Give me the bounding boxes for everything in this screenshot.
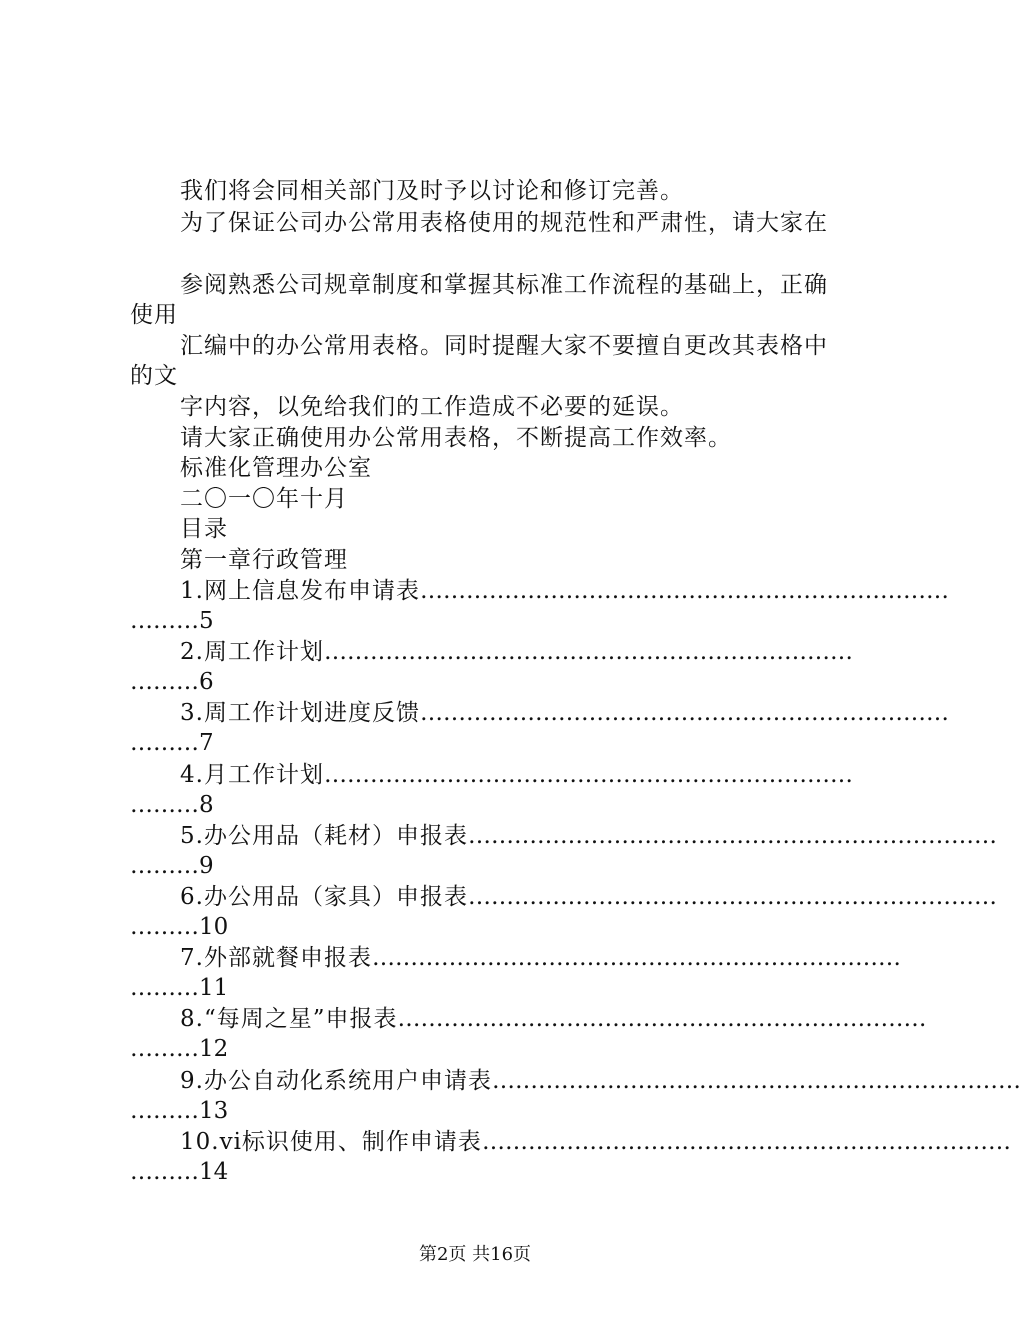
toc-entry-page-number: 6	[199, 669, 214, 696]
toc-entry-page-row	[130, 790, 830, 820]
toc-entry[interactable]	[130, 1004, 927, 1064]
toc-dot-leader-tail: ………	[130, 608, 199, 634]
toc-dot-leader-tail: ………	[130, 1158, 199, 1185]
toc-entry-title: 9.办公自动化系统用户申请表	[180, 1067, 492, 1094]
toc-entry-page-number: 9	[199, 852, 214, 879]
toc-dot-leader: ……………………………………………………………	[491, 1067, 1021, 1094]
toc-heading: 目录	[180, 516, 228, 542]
toc-entry[interactable]	[130, 882, 997, 942]
toc-dot-leader-tail: ………	[130, 852, 199, 879]
toc-entry-page-number: 11	[199, 975, 229, 1002]
paragraph-2: 为了保证公司办公常用表格使用的规范性和严肃性，请大家在	[180, 210, 828, 236]
page-footer: 第2页 共16页	[418, 1244, 532, 1265]
toc-entry-page-row	[130, 1034, 830, 1064]
toc-entry-page-number: 8	[199, 791, 214, 818]
toc-dot-leader: ……………………………………………………………	[419, 700, 949, 727]
toc-entry-title: 2.周工作计划	[180, 639, 324, 666]
signature-department: 标准化管理办公室	[180, 455, 372, 481]
toc-dot-leader-tail: ………	[130, 1097, 199, 1124]
paragraph-3: 参阅熟悉公司规章制度和掌握其标准工作流程的基础上，正确使用	[130, 272, 828, 328]
toc-entry-title: 7.外部就餐申报表	[180, 945, 372, 972]
toc-entry-title-row	[130, 1066, 1021, 1096]
document-date: 二〇一〇年十月	[180, 486, 348, 512]
toc-dot-leader: ……………………………………………………………	[481, 1128, 1011, 1155]
toc-dot-leader-tail: ………	[130, 975, 199, 1002]
toc-entry-title: 5.办公用品（耗材）申报表	[180, 822, 468, 849]
toc-dot-leader-tail: ………	[130, 1036, 199, 1063]
paragraph-1: 我们将会同相关部门及时予以讨论和修订完善。	[180, 178, 684, 204]
toc-entry[interactable]	[130, 943, 901, 1003]
toc-entry-title-row	[130, 637, 853, 667]
toc-dot-leader-tail: ………	[130, 730, 199, 757]
toc-entry-title: 4.月工作计划	[180, 761, 324, 788]
toc-entry[interactable]	[130, 637, 853, 697]
toc-entry-page-row	[130, 1157, 830, 1187]
toc-dot-leader: ……………………………………………………………	[467, 884, 997, 910]
toc-entry-title-row	[130, 576, 949, 606]
toc-dot-leader: ……………………………………………………………	[419, 578, 949, 604]
toc-entry-title-row	[130, 698, 949, 728]
toc-entry-title: 6.办公用品（家具）申报表	[180, 884, 468, 910]
toc-entry-page-number: 10	[199, 914, 229, 940]
toc-entry-title: 8.“每周之星”申报表	[180, 1006, 398, 1033]
toc-entry-title: 1.网上信息发布申请表	[180, 578, 420, 604]
toc-entry-page-row	[130, 973, 830, 1003]
toc-entry-title-row	[130, 882, 997, 912]
toc-entry[interactable]	[130, 821, 997, 881]
toc-dot-leader: ……………………………………………………………	[323, 761, 853, 788]
toc-entry[interactable]	[130, 576, 949, 636]
toc-dot-leader: ……………………………………………………………	[467, 822, 997, 849]
toc-entry-title: 3.周工作计划进度反馈	[180, 700, 420, 727]
toc-entry-page-number: 12	[199, 1036, 229, 1063]
toc-entry-title-row	[130, 1127, 1011, 1157]
toc-entry-page-number: 13	[199, 1097, 229, 1124]
paragraph-4: 汇编中的办公常用表格。同时提醒大家不要擅自更改其表格中的文	[130, 333, 828, 389]
toc-dot-leader-tail: ………	[130, 669, 199, 696]
toc-dot-leader: ……………………………………………………………	[371, 945, 901, 972]
toc-dot-leader-tail: ………	[130, 791, 199, 818]
toc-entry-title-row	[130, 760, 853, 790]
toc-entry-title-row	[130, 1004, 927, 1034]
toc-entry-page-row	[130, 912, 830, 942]
toc-entry[interactable]	[130, 1127, 1011, 1187]
toc-dot-leader: ……………………………………………………………	[323, 639, 853, 666]
toc-entry[interactable]	[130, 1066, 1021, 1126]
paragraph-5: 字内容，以免给我们的工作造成不必要的延误。	[180, 394, 684, 420]
toc-entry-page-row	[130, 851, 830, 881]
toc-entry-page-row	[130, 606, 830, 636]
toc-entry-page-number: 14	[199, 1158, 229, 1185]
toc-entry-page-row	[130, 728, 830, 758]
paragraph-6: 请大家正确使用办公常用表格，不断提高工作效率。	[180, 425, 732, 451]
toc-entry-title-row	[130, 821, 997, 851]
toc-dot-leader: ……………………………………………………………	[397, 1006, 927, 1033]
toc-entry-page-number: 5	[199, 608, 214, 634]
toc-dot-leader-tail: ………	[130, 914, 199, 940]
toc-entry-title: 10.vi标识使用、制作申请表	[180, 1128, 482, 1155]
toc-entry-page-row	[130, 667, 830, 697]
toc-entry[interactable]	[130, 698, 949, 758]
toc-chapter-title: 第一章行政管理	[180, 547, 348, 573]
toc-entry-title-row	[130, 943, 901, 973]
toc-entry[interactable]	[130, 760, 853, 820]
toc-entry-page-number: 7	[199, 730, 214, 757]
toc-entry-page-row	[130, 1096, 830, 1126]
